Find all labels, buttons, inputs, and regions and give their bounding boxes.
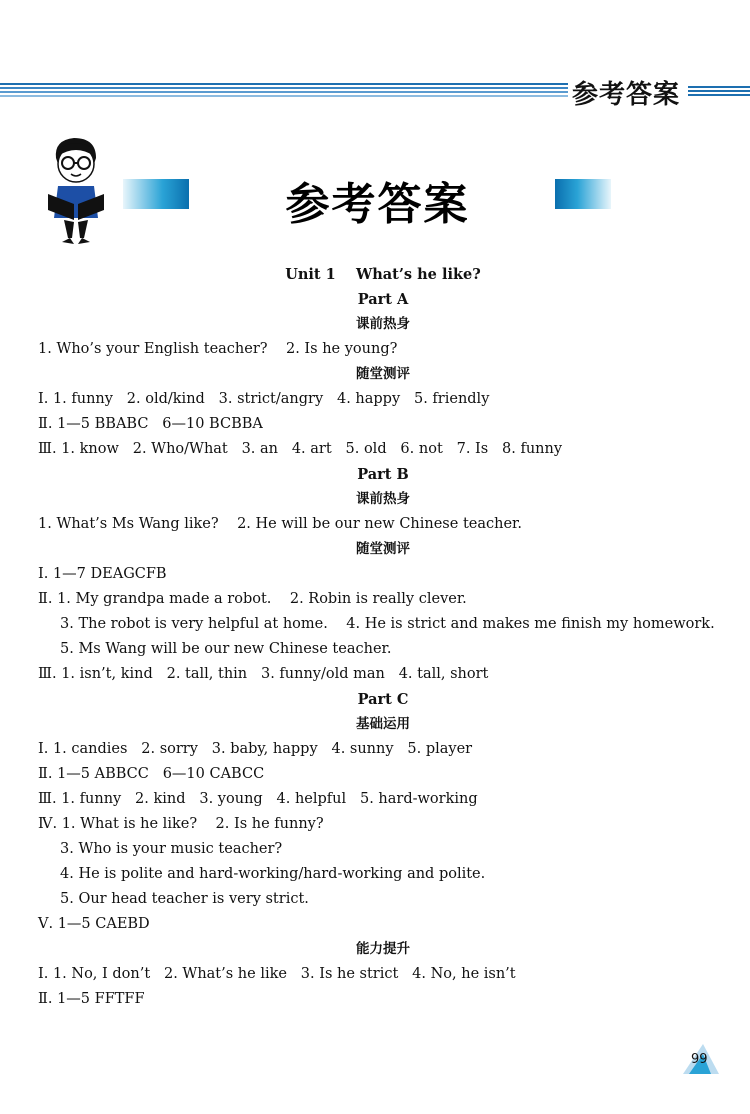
page-title: 参考答案	[285, 179, 470, 230]
header-rule-right	[688, 86, 750, 98]
subsection-heading: 随堂测评	[356, 366, 410, 382]
subsection-heading: 课前热身	[356, 491, 410, 507]
answer-line: Ⅴ. 1—5 CAEBD	[38, 916, 150, 932]
subsection-heading: 基础运用	[356, 716, 410, 732]
answer-line: 5. Our head teacher is very strict.	[60, 891, 309, 907]
answer-line: 3. Who is your music teacher?	[60, 841, 283, 857]
unit-title: Unit 1 What’s he like?	[285, 266, 481, 283]
answer-line: Ⅲ. 1. isn’t, kind 2. tall, thin 3. funny/old man 4. tall, short	[38, 666, 489, 682]
title-bar-left	[123, 179, 189, 209]
answer-line: Ⅰ. 1. No, I don’t 2. What’s he like 3. Is he strict 4. No, he isn’t	[38, 966, 516, 982]
answer-line: 3. The robot is very helpful at home. 4. He is strict and makes me finish my homework.	[60, 616, 715, 632]
section-heading: Part A	[357, 291, 409, 308]
answer-content	[38, 262, 728, 1012]
answer-line: Ⅰ. 1—7 DEAGCFB	[38, 566, 167, 582]
answer-line: Ⅱ. 1—5 FFTFF	[38, 991, 145, 1007]
answer-line: 5. Ms Wang will be our new Chinese teacher.	[60, 641, 392, 657]
answer-line: Ⅱ. 1—5 ABBCC 6—10 CABCC	[38, 766, 265, 782]
answer-line: Ⅲ. 1. know 2. Who/What 3. an 4. art 5. old 6. not 7. Is 8. funny	[38, 441, 563, 457]
student-reading-icon	[44, 134, 110, 250]
answer-line: Ⅱ. 1. My grandpa made a robot. 2. Robin is really clever.	[38, 591, 467, 607]
answer-line: 4. He is polite and hard-working/hard-working and polite.	[60, 866, 486, 882]
header-rule-left	[0, 83, 568, 99]
answer-line: 1. Who’s your English teacher? 2. Is he young?	[38, 341, 398, 357]
answer-line: Ⅰ. 1. funny 2. old/kind 3. strict/angry 4. happy 5. friendly	[38, 391, 490, 407]
section-heading: Part C	[357, 691, 409, 708]
answer-line: Ⅳ. 1. What is he like? 2. Is he funny?	[38, 816, 324, 832]
subsection-heading: 随堂测评	[356, 541, 410, 557]
header-title: 参考答案	[572, 80, 681, 110]
section-heading: Part B	[357, 466, 409, 483]
subsection-heading: 课前热身	[356, 316, 410, 332]
page-number-text: 99	[691, 1052, 708, 1067]
page-number	[681, 1040, 721, 1076]
answer-line: 1. What’s Ms Wang like? 2. He will be our new Chinese teacher.	[38, 516, 522, 532]
answer-line: Ⅱ. 1—5 BBABC 6—10 BCBBA	[38, 416, 263, 432]
title-bar-right	[555, 179, 611, 209]
answer-line: Ⅲ. 1. funny 2. kind 3. young 4. helpful 5. hard-working	[38, 791, 478, 807]
answer-line: Ⅰ. 1. candies 2. sorry 3. baby, happy 4. sunny 5. player	[38, 741, 473, 757]
subsection-heading: 能力提升	[356, 941, 410, 957]
